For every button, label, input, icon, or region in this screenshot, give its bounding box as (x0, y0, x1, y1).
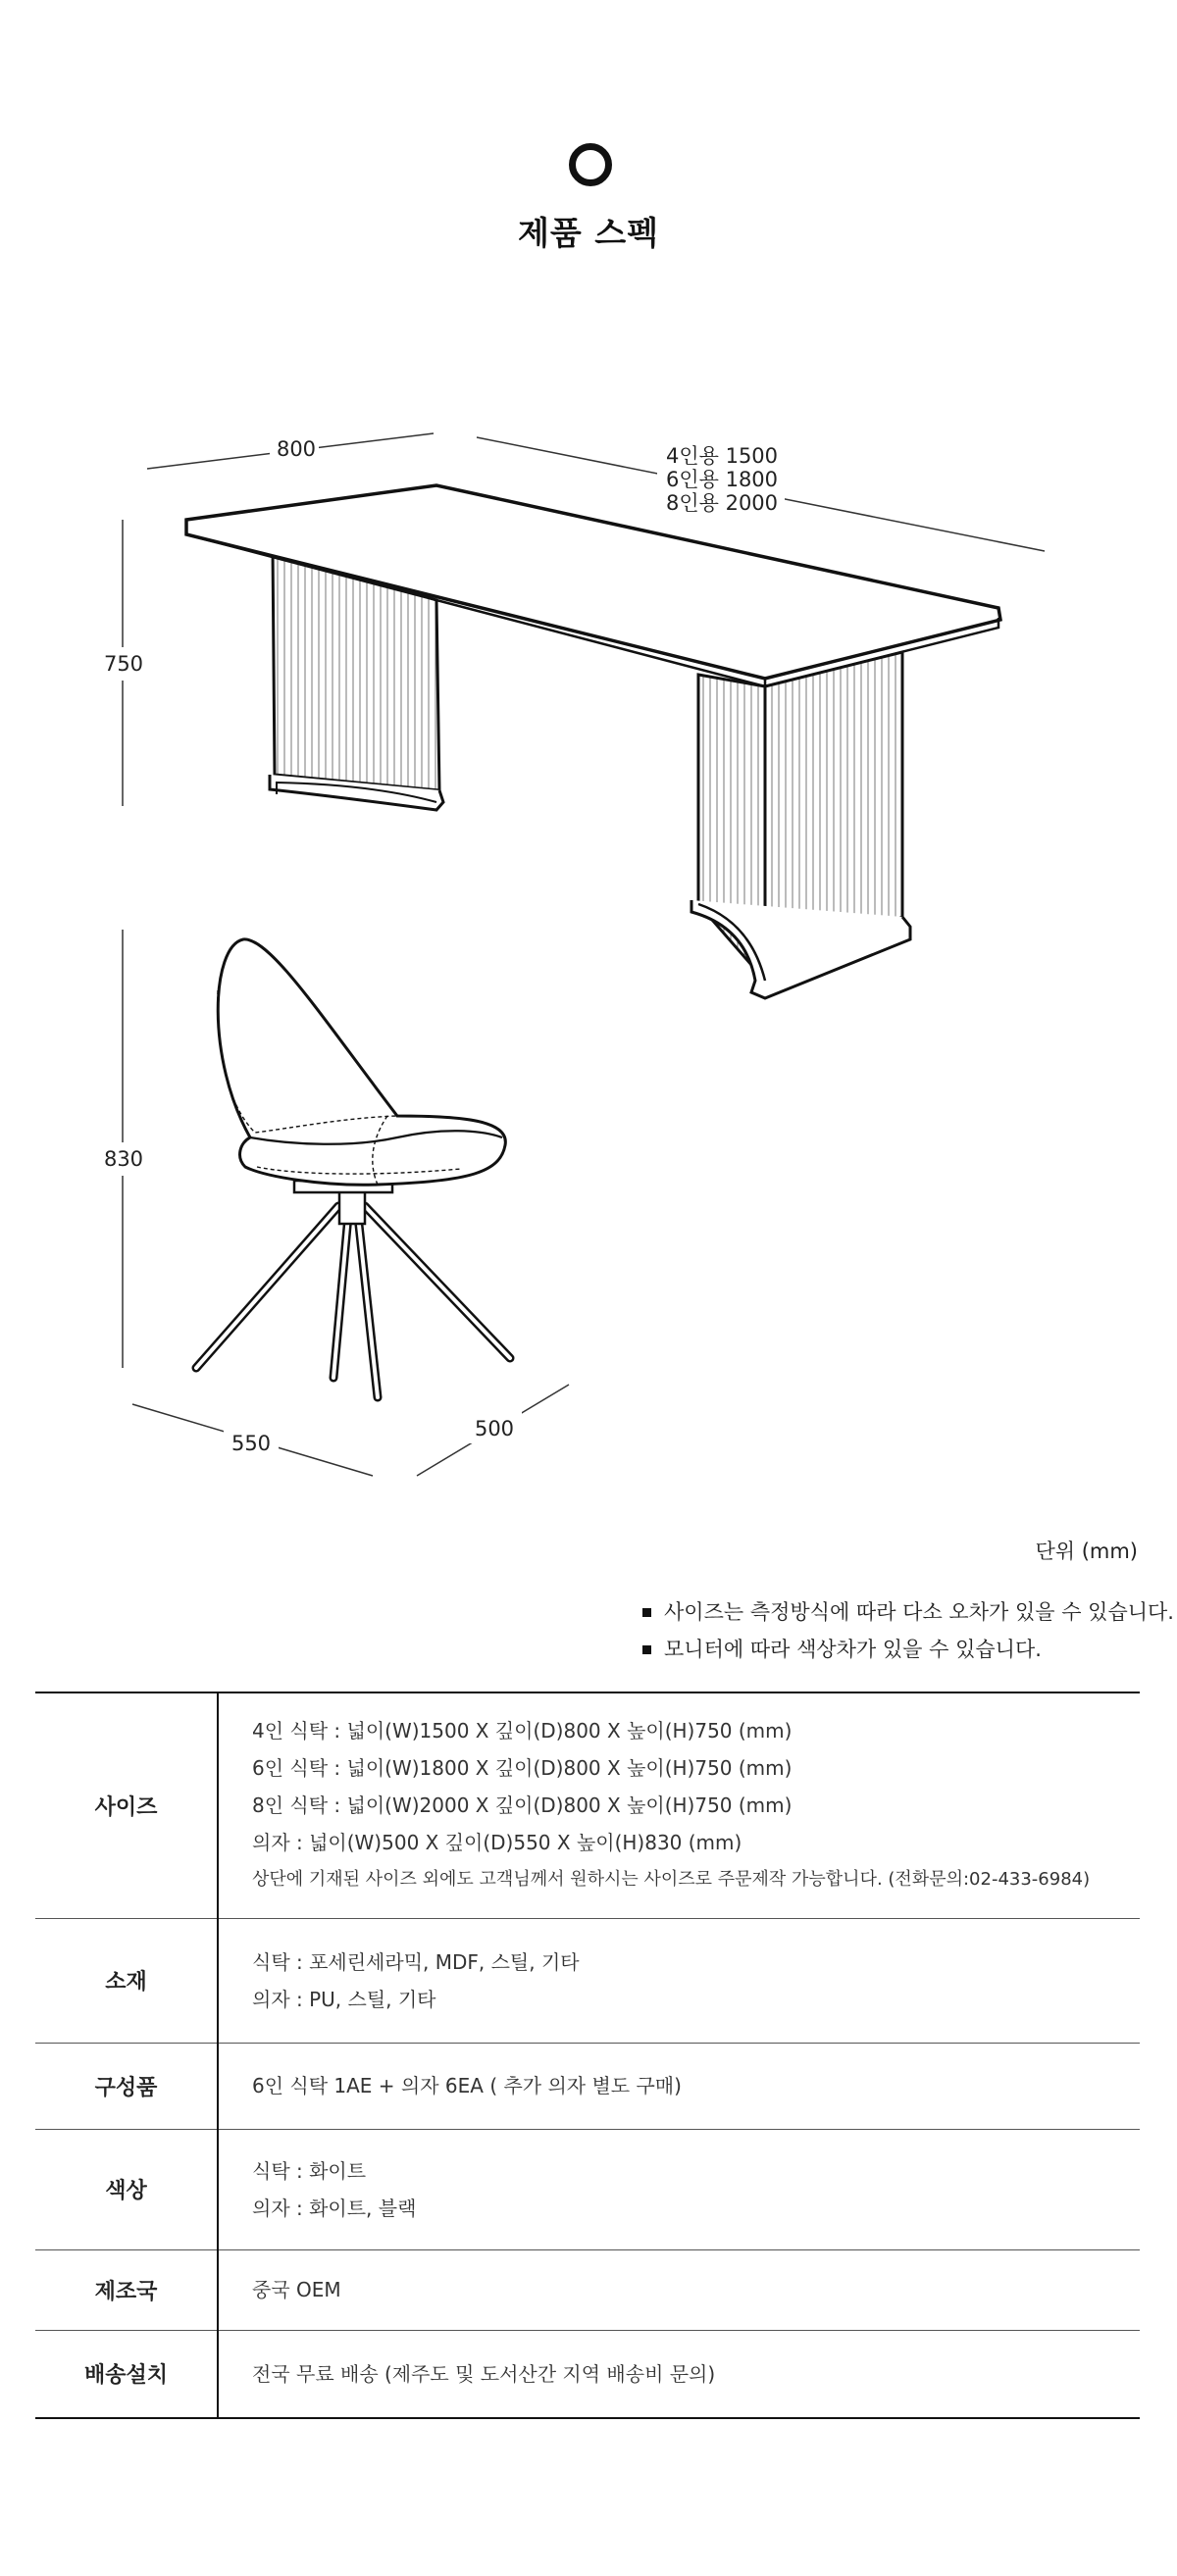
table-row (35, 2249, 1140, 2330)
table-depth-label: 800 (276, 437, 317, 461)
list-item: 모니터에 따라 색상차가 있을 수 있습니다. (642, 1631, 1174, 1668)
table-row (35, 2043, 1140, 2129)
size-line-6: 6인 식탁 : 넓이(W)1800 X 깊이(D)800 X 높이(H)750 (mm) (252, 1756, 793, 1781)
chair-height-label: 830 (103, 1147, 144, 1171)
row-value-components (218, 2043, 1140, 2129)
material-line-chair: 의자 : PU, 스틸, 기타 (252, 1987, 436, 2011)
size-line-4: 4인 식탁 : 넓이(W)1500 X 깊이(D)800 X 높이(H)750 (mm) (252, 1719, 793, 1743)
chair-width-label: 550 (230, 1432, 272, 1455)
color-line-table: 식탁 : 화이트 (252, 2158, 367, 2183)
table-row (35, 2330, 1140, 2418)
table-row (35, 1918, 1140, 2043)
origin-line: 중국 OEM (252, 2278, 341, 2301)
table-row (35, 1692, 1140, 1918)
circle-icon (569, 143, 612, 186)
row-value-size (218, 1692, 1140, 1918)
row-label-material: 소재 (35, 1918, 218, 2043)
row-value-color (218, 2129, 1140, 2249)
table-width-label-6: 6인용 1800 (665, 468, 779, 491)
size-line-8: 8인 식탁 : 넓이(W)2000 X 깊이(D)800 X 높이(H)750 (mm) (252, 1793, 793, 1818)
spec-table (35, 1692, 1140, 2419)
product-dimension-drawing (0, 392, 1177, 1500)
row-label-components: 구성품 (35, 2043, 218, 2129)
components-line: 6인 식탁 1AE + 의자 6EA ( 추가 의자 별도 구매) (252, 2074, 682, 2097)
table-leg-right (691, 652, 910, 998)
material-line-table: 식탁 : 포세린세라믹, MDF, 스틸, 기타 (252, 1949, 580, 1974)
size-line-chair: 의자 : 넓이(W)500 X 깊이(D)550 X 높이(H)830 (mm) (252, 1831, 742, 1855)
delivery-line: 전국 무료 배송 (제주도 및 도서산간 지역 배송비 문의) (252, 2361, 716, 2386)
row-label-origin: 제조국 (35, 2249, 218, 2330)
color-line-chair: 의자 : 화이트, 블랙 (252, 2196, 417, 2220)
row-value-origin (218, 2249, 1140, 2330)
list-item: 사이즈는 측정방식에 따라 다소 오차가 있을 수 있습니다. (642, 1593, 1174, 1631)
row-value-material (218, 1918, 1140, 2043)
table-height-label: 750 (103, 652, 144, 676)
chair-illustration (196, 939, 510, 1397)
row-label-color: 색상 (35, 2129, 218, 2249)
chair-depth-label: 500 (474, 1417, 515, 1440)
unit-label: 단위 (mm) (1035, 1540, 1138, 1563)
table-width-label-4: 4인용 1500 (665, 444, 779, 468)
row-label-size: 사이즈 (35, 1692, 218, 1918)
table-width-label-8: 8인용 2000 (665, 491, 779, 515)
row-value-delivery (218, 2330, 1140, 2418)
size-custom-note: 상단에 기재된 사이즈 외에도 고객님께서 원하시는 사이즈로 주문제작 가능합니다. (전화문의:02-433-6984) (252, 1869, 1091, 1891)
row-label-delivery: 배송설치 (35, 2330, 218, 2418)
table-row (35, 2129, 1140, 2249)
section-title: 제품 스펙 (517, 214, 659, 252)
notes-list (642, 1593, 1174, 1668)
